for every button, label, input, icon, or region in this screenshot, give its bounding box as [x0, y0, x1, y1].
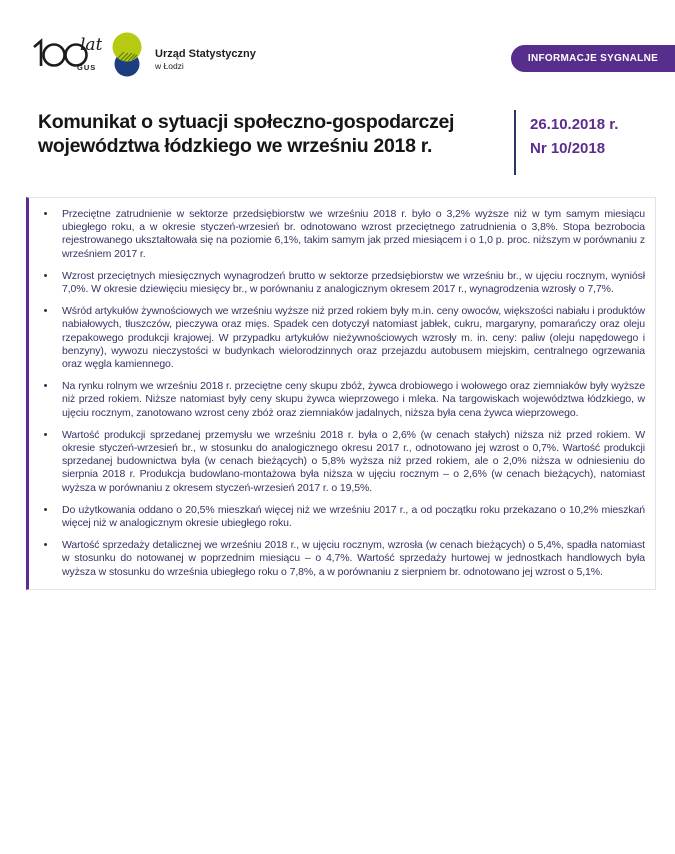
summary-paragraph: Wzrost przeciętnych miesięcznych wynagrodzeń brutto w sektorze przedsiębiorstw we wrześniu br., w ujęciu rocznym, wyniósł 7,0%. W okresie dziewięciu miesięcy br., w porównaniu z analogicznym okresem 2017 r., wynagrodzenia wzrosły o 7,7%.	[62, 269, 645, 296]
issue-number: Nr 10/2018	[530, 140, 606, 157]
office-name: Urząd Statystyczny	[155, 47, 256, 60]
bullet-icon: •	[43, 269, 48, 282]
svg-text:lat: lat	[80, 34, 102, 55]
summary-paragraph: Wartość sprzedaży detalicznej we wrześniu 2018 r., w ujęciu rocznym, wzrosła (w cenach bieżących) o 5,4%, spadła natomiast w stosunku do notowanej w poprzednim miesiącu – o 4,7%. Wartość sprzedaży hurtowej w jednostkach handlowych była wyższa w stosunku do września ubiegłego roku o 7,8%, a w porównaniu z sierpniem br. odnotowano jej wzrost o 5,1%.	[62, 539, 645, 578]
office-city: w Łodzi	[155, 60, 184, 71]
summary-box	[26, 197, 656, 590]
page-title	[38, 110, 512, 175]
summary-paragraph: Wartość produkcji sprzedanej przemysłu we wrześniu 2018 r. była o 2,6% (w cenach stałych) niższa niż przed rokiem. W okresie styczeń-wrzesień br., w stosunku do analogicznego okresu 2017 r., odnotowano jej wzrost o 0,7%. Wartość produkcji sprzedanej budownictwa była (w cenach bieżących) o 5,8% wyższa niż przed rokiem, ale o 2,0% niższa w odniesieniu do sierpnia 2018 r. Produkcja budowlano-montażowa była niższa w ujęciu rocznym – o 2,6% (w cenach bieżących), natomiast wyższa w porównaniu z okresem styczeń-wrzesień 2017 r. o 19,5%.	[62, 428, 645, 494]
issue-date: 26.10.2018 r.	[530, 116, 619, 133]
list-item	[29, 504, 645, 530]
list-item	[29, 429, 645, 495]
summary-list	[29, 208, 645, 579]
bullet-icon: •	[43, 305, 48, 318]
logo-group	[30, 32, 256, 79]
informacje-sygnalne-badge: INFORMACJE SYGNALNE	[511, 45, 675, 72]
list-item	[29, 380, 645, 420]
summary-paragraph: Do użytkowania oddano o 20,5% mieszkań więcej niż we wrześniu 2017 r., a od początku roku przekazano o 10,2% mieszkań więcej niż w analogicznym okresie ubiegłego roku.	[62, 503, 645, 530]
bullet-icon: •	[43, 380, 48, 393]
gus-100-lat-logo-icon	[30, 34, 102, 78]
title-row	[38, 110, 618, 175]
summary-paragraph: Na rynku rolnym we wrześniu 2018 r. przeciętne ceny skupu zbóż, żywca drobiowego i wołowego oraz ziemniaków były wyższe niż przed rokiem. Niższe natomiast były ceny skupu żywca wieprzowego i mleka. Na targowiskach województwa łódzkiego, w ujęciu rocznym, zanotowano wzrost ceny zbóż oraz ziemniaków jadalnych, niższa była cena żywca wieprzowego.	[62, 380, 645, 419]
bullet-icon: •	[43, 208, 48, 220]
issue-meta	[514, 110, 618, 175]
bullet-icon: •	[43, 503, 48, 516]
page-title-line-2: województwa łódzkiego we wrześniu 2018 r.	[38, 135, 433, 157]
summary-paragraph: Przeciętne zatrudnienie w sektorze przedsiębiorstw we wrześniu 2018 r. było o 3,2% wyższe niż w tym samym miesiącu ubiegłego roku, a w okresie styczeń-wrzesień br. odnotowano wzrost przeciętnego zatrudnienia o 3,8%. Stopa bezrobocia rejestrowanego ukształtowała się na poziomie 6,1%, takim samym jak przed miesiącem i o 1,0 p. proc. niższym w porównaniu z wrześniem 2017 r.	[62, 208, 645, 260]
list-item	[29, 270, 645, 296]
svg-text:GUS: GUS	[77, 62, 97, 72]
list-item	[29, 208, 645, 261]
statistical-office-logo-icon	[106, 32, 148, 79]
summary-paragraph: Wśród artykułów żywnościowych we wrześniu wyższe niż przed rokiem były m.in. ceny owoców, większości nabiału i produktów nabiałowych, tłuszczów, pieczywa oraz mięs. Spadek cen dotyczył natomiast jabłek, cukru, margaryny, pomarańczy oraz oleju rzepakowego produkcji krajowej. W przypadku artykułów nieżywnościowych wzrosły m. in. ceny: paliw (oleju napędowego i benzyny), wywozu nieczystości w budynkach wielorodzinnych oraz przejazdu autobusem miejskim, centralnego ogrzewania oraz węgla kamiennego.	[62, 305, 645, 371]
page-title-line-1: Komunikat o sytuacji społeczno-gospodarczej	[38, 111, 455, 133]
list-item	[29, 539, 645, 579]
bullet-icon: •	[43, 428, 48, 441]
bullet-icon: •	[43, 539, 48, 552]
list-item	[29, 305, 645, 371]
office-name-block	[155, 40, 256, 72]
